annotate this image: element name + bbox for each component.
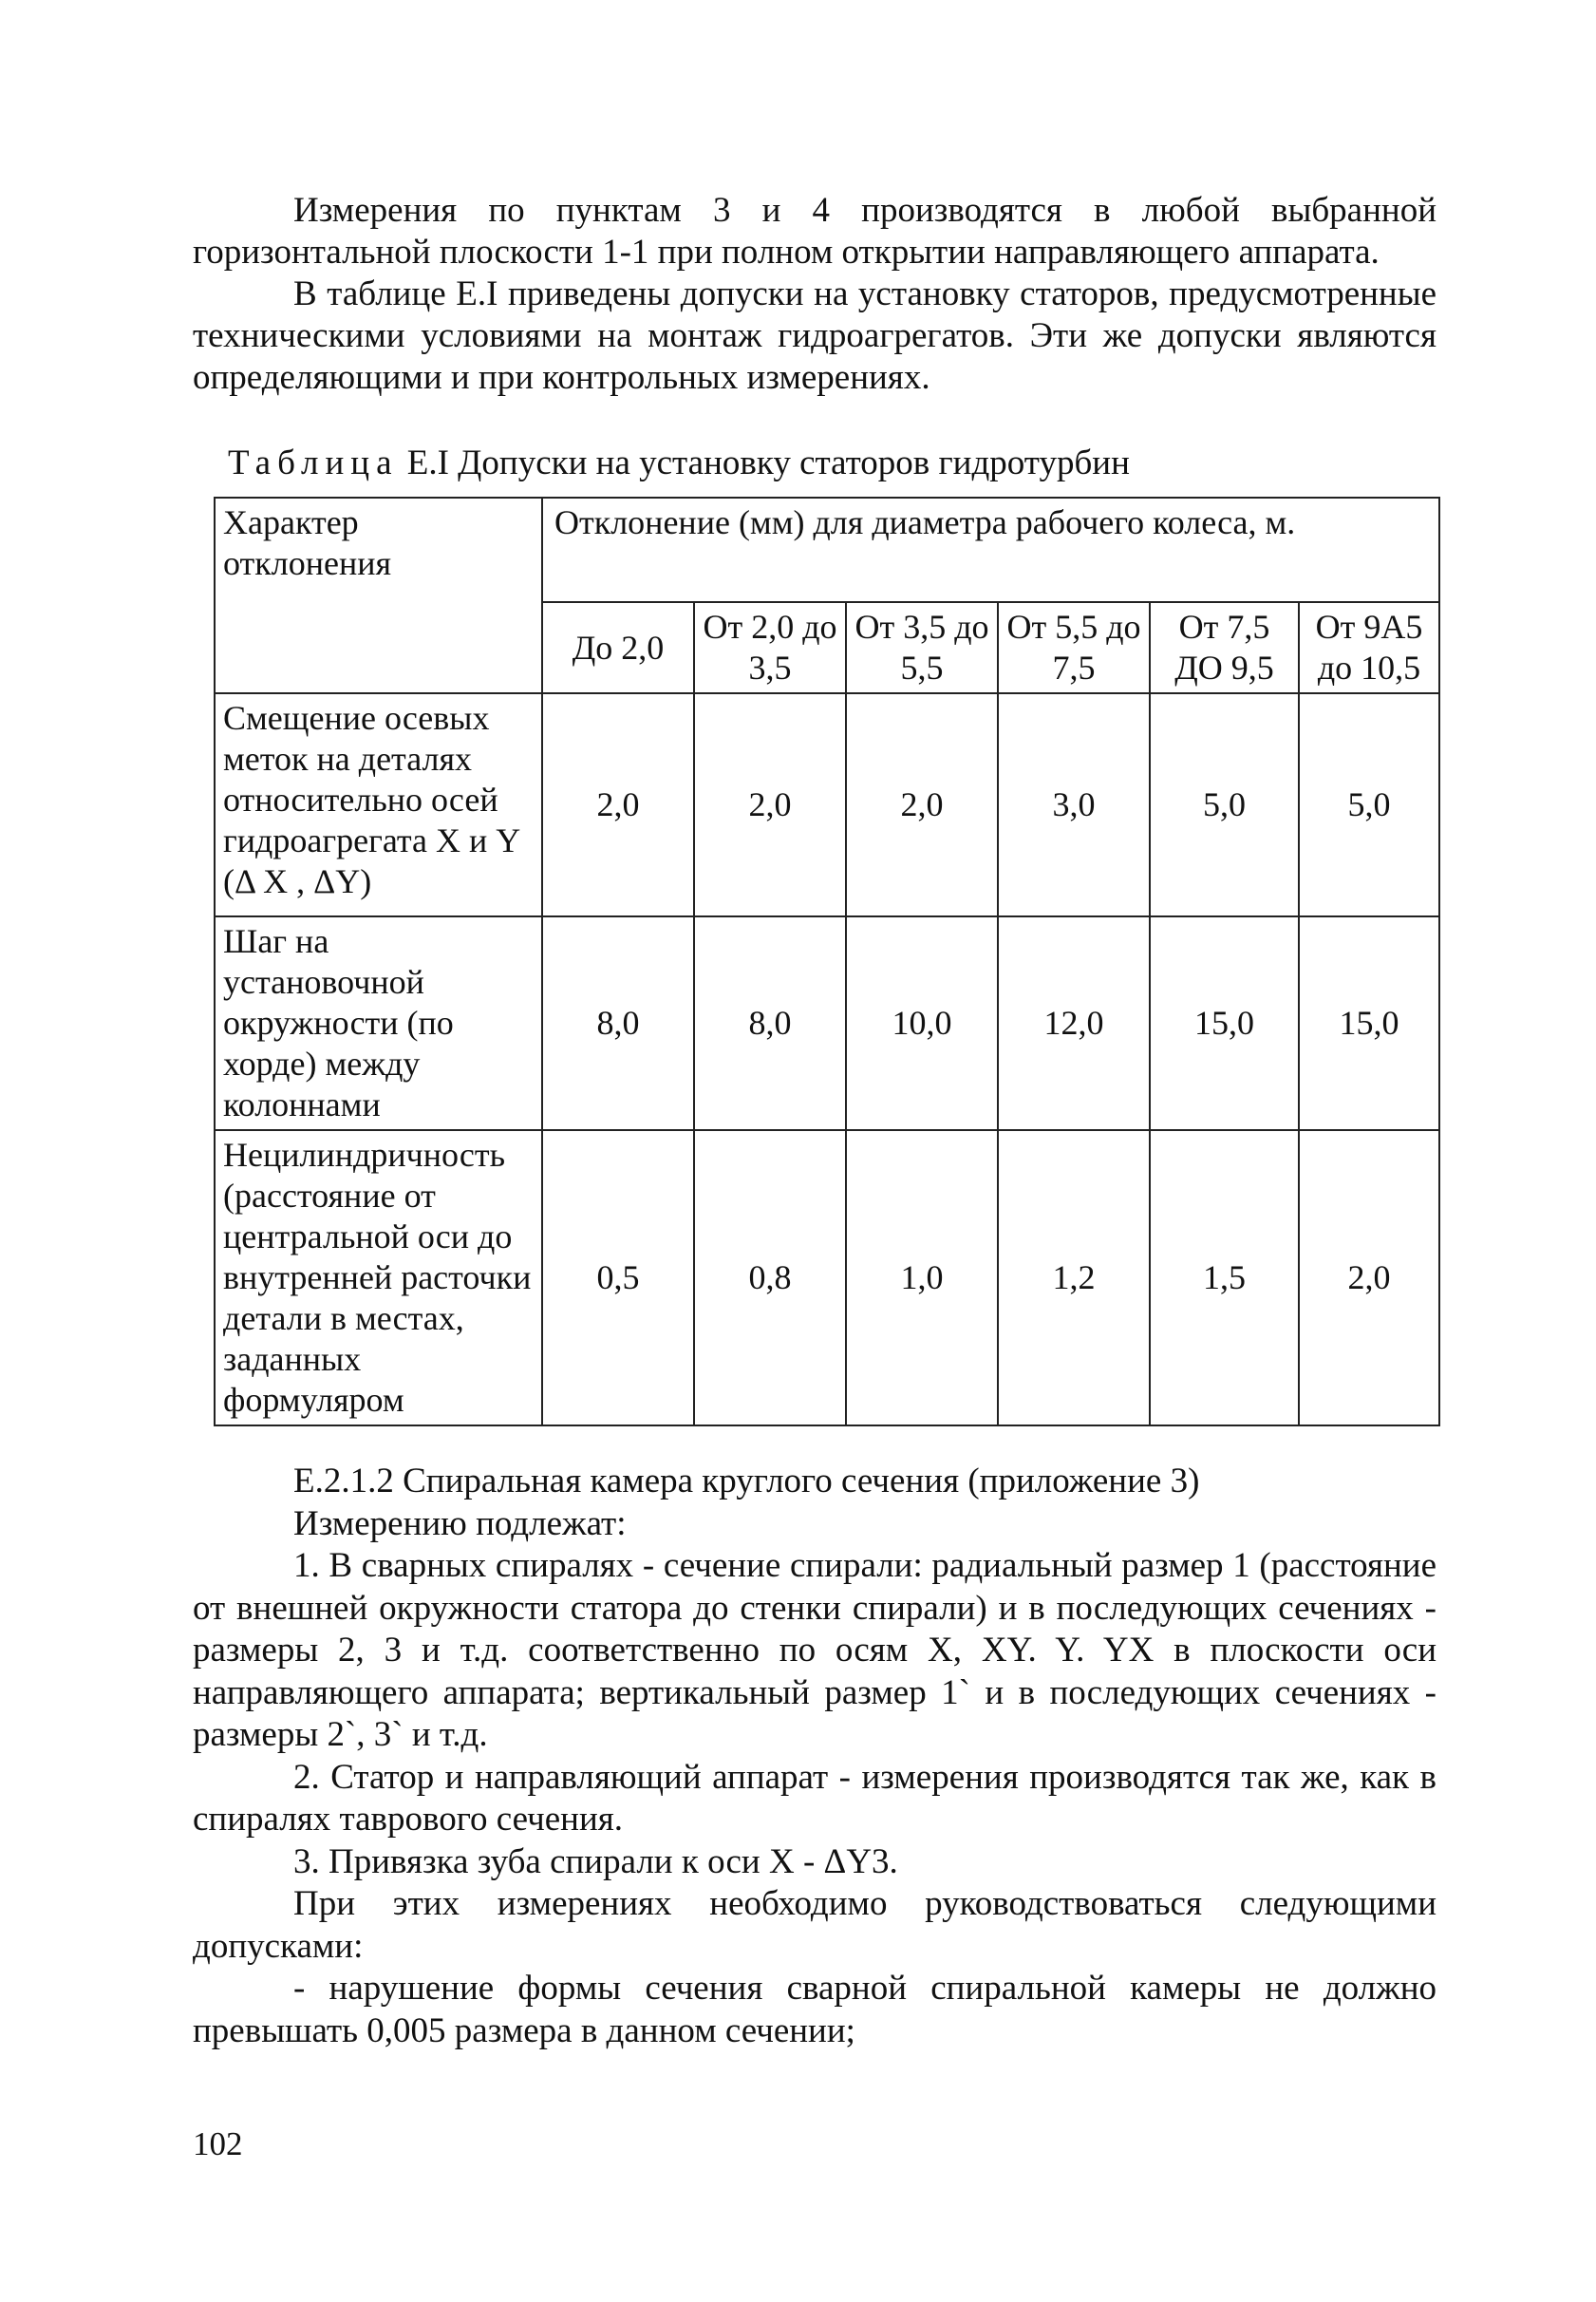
column-header: До 2,0: [542, 602, 694, 693]
table-cell: 1,0: [846, 1130, 998, 1425]
list-item-2: 2. Статор и направляющий аппарат - измерения производятся так же, как в спиралях таврового сечения.: [193, 1757, 1436, 1839]
section-subheading: Измерению подлежат:: [293, 1503, 627, 1543]
table-header-row: [215, 498, 1439, 602]
table-cell: 10,0: [846, 916, 998, 1130]
table-cell: 2,0: [846, 693, 998, 916]
table-cell: 8,0: [542, 916, 694, 1130]
column-header: От 9А5 до 10,5: [1299, 602, 1439, 693]
table-cell: 5,0: [1150, 693, 1299, 916]
table-group-header: Отклонение (мм) для диаметра рабочего колеса, м.: [542, 498, 1439, 602]
column-header: От 3,5 до 5,5: [846, 602, 998, 693]
column-header: От 7,5 ДО 9,5: [1150, 602, 1299, 693]
column-header: От 5,5 до 7,5: [998, 602, 1150, 693]
paragraph-shape-violation: - нарушение формы сечения сварной спиральной камеры не должно превышать 0,005 размера в данном сечении;: [193, 1969, 1436, 2050]
table-cell: 15,0: [1299, 916, 1439, 1130]
intro-paragraph-1: Измерения по пунктам 3 и 4 производятся в любой выбранной горизонтальной плоскости 1-1 при полном открытии направляющего аппарата.: [193, 191, 1436, 272]
table-title-prefix: Таблица: [228, 443, 399, 482]
intro-paragraph-2: В таблице E.I приведены допуски на установку статоров, предусмотренные техническими условиями на монтаж гидроагрегатов. Эти же допуски являются определяющими и при контрольных измерениях.: [193, 274, 1436, 397]
paragraph-tolerances: При этих измерениях необходимо руководствоваться следующими допусками:: [193, 1884, 1436, 1966]
table-cell: 2,0: [542, 693, 694, 916]
table-corner-header: Характер отклонения: [215, 498, 542, 693]
table-row: [215, 693, 1439, 916]
table-cell: 12,0: [998, 916, 1150, 1130]
section-heading: Е.2.1.2 Спиральная камера круглого сечения (приложение 3): [293, 1462, 1200, 1500]
section-spiral-chamber: [193, 1461, 1436, 2052]
table-cell: 0,5: [542, 1130, 694, 1425]
list-item-3: 3. Привязка зуба спирали к оси X - ΔY3.: [293, 1841, 898, 1881]
table-row: [215, 1130, 1439, 1425]
table-cell: 1,5: [1150, 1130, 1299, 1425]
table-row: [215, 916, 1439, 1130]
table-cell: 1,2: [998, 1130, 1150, 1425]
table-cell: 2,0: [1299, 1130, 1439, 1425]
table-title: [228, 443, 1130, 484]
table-cell: 5,0: [1299, 693, 1439, 916]
tolerance-table: [214, 497, 1440, 1426]
table-cell: 2,0: [694, 693, 846, 916]
table-cell: 8,0: [694, 916, 846, 1130]
page-number: 102: [193, 2125, 243, 2162]
column-header: От 2,0 до 3,5: [694, 602, 846, 693]
intro-text: [193, 190, 1436, 399]
table-cell: 15,0: [1150, 916, 1299, 1130]
list-item-1: 1. В сварных спиралях - сечение спирали: радиальный размер 1 (расстояние от внешней окружности статора до стенки спирали) и в последующих сечениях - размеры 2, 3 и т.д. соответственно по осям X, XY. Y. YX в плоскости оси направляющего аппарата; вертикальный размер 1` и в последующих сечениях - размеры 2`, 3` и т.д.: [193, 1546, 1436, 1754]
table-cell: 3,0: [998, 693, 1150, 916]
table-cell: 0,8: [694, 1130, 846, 1425]
row-label: Смещение осевых меток на деталях относительно осей гидроагрегата X и Y (Δ X , ΔY): [215, 693, 542, 916]
table-title-text: E.I Допуски на установку статоров гидротурбин: [406, 443, 1130, 482]
row-label: Шаг на установочной окружности (по хорде) между колоннами: [215, 916, 542, 1130]
row-label: Нецилиндричность (расстояние от центральной оси до внутренней расточки детали в местах, заданных формуляром: [215, 1130, 542, 1425]
